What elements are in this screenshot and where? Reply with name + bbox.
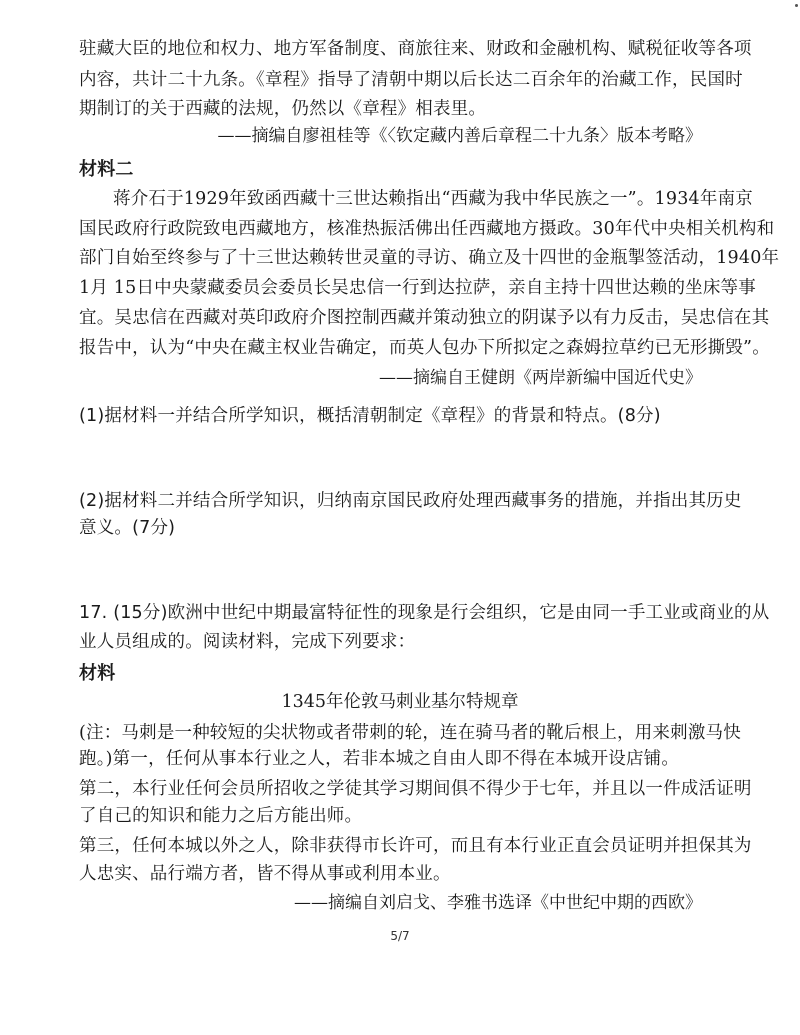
material2-line: 国民政府行政院致电西藏地方，核准热振活佛出任西藏地方摄政。30年代中央相关机构和 — [79, 219, 775, 239]
material2-line: 宜。吴忠信在西藏对英印政府介图控制西藏并策动独立的阴谋予以有力反击，吴忠信在其 — [79, 308, 770, 328]
question-1: (1)据材料一并结合所学知识，概括清朝制定《章程》的背景和特点。(8分) — [79, 406, 661, 426]
q17-material-line: 第二，本行业任何会员所招收之学徒其学习期间俱不得少于七年，并且以一件成活证明 — [79, 779, 752, 799]
material1-line: 期制订的关于西藏的法规，仍然以《章程》相表里。 — [79, 99, 487, 119]
page-number: 5/7 — [390, 929, 410, 943]
q17-material-line: 第三，任何本城以外之人，除非获得市长许可，而且有本行业正直会员证明并担保其为 — [79, 836, 752, 856]
q17-material-line: 了自己的知识和能力之后方能出师。 — [79, 806, 363, 826]
q17-source: ——摘编自刘启戈、李雅书选译《中世纪中期的西欧》 — [294, 893, 702, 913]
q17-document-title: 1345年伦敦马刺业基尔特规章 — [281, 692, 519, 712]
material2-line: 报告中，认为“中央在藏主权业告确定，而英人包办下所拟定之森姆拉草约已无形撕毁”。 — [79, 338, 770, 358]
material2-line: 1月 15日中央蒙藏委员会委员长吴忠信一行到达拉萨，亲自主持十四世达赖的坐床等事 — [79, 278, 756, 298]
scan-speck — [795, 4, 798, 7]
material2-source: ——摘编自王健朗《两岸新编中国近代史》 — [379, 368, 702, 388]
q17-material-line: 人忠实、品行端方者，皆不得从事或利用本业。 — [79, 864, 451, 884]
material1-line: 驻藏大臣的地位和权力、地方军备制度、商旅往来、财政和金融机构、赋税征收等各项 — [79, 39, 752, 59]
material1-line: 内容，共计二十九条。《章程》指导了清朝中期以后长达二百余年的治藏工作，民国时 — [79, 70, 743, 90]
question-17-intro: 17. (15分)欧洲中世纪中期最富特征性的现象是行会组织，它是由同一手工业或商业的从 — [79, 603, 770, 623]
q17-material-line: (注：马刺是一种较短的尖状物或者带刺的轮，连在骑马者的靴后根上，用来刺激马快 — [79, 723, 741, 743]
material2-line: 蒋介石于1929年致函西藏十三世达赖指出“西藏为我中华民族之一”。1934年南京 — [113, 189, 753, 209]
material1-source: ——摘编自廖祖桂等《〈钦定藏内善后章程二十九条〉版本考略》 — [217, 126, 702, 146]
q17-material-label: 材料 — [79, 663, 116, 684]
material2-line: 部门自始至终参与了十三世达赖转世灵童的寻访、确立及十四世的金瓶掣签活动，1940年 — [79, 248, 780, 268]
q17-material-line: 跑。)第一，任何从事本行业之人，若非本城之自由人即不得在本城开设店铺。 — [79, 749, 680, 769]
question-2: (2)据材料二并结合所学知识，归纳南京国民政府处理西藏事务的措施，并指出其历史 — [79, 491, 742, 511]
question-2-cont: 意义。(7分) — [79, 518, 176, 538]
question-17-intro-cont: 业人员组成的。阅读材料，完成下列要求： — [79, 632, 416, 652]
material2-heading: 材料二 — [79, 159, 134, 180]
